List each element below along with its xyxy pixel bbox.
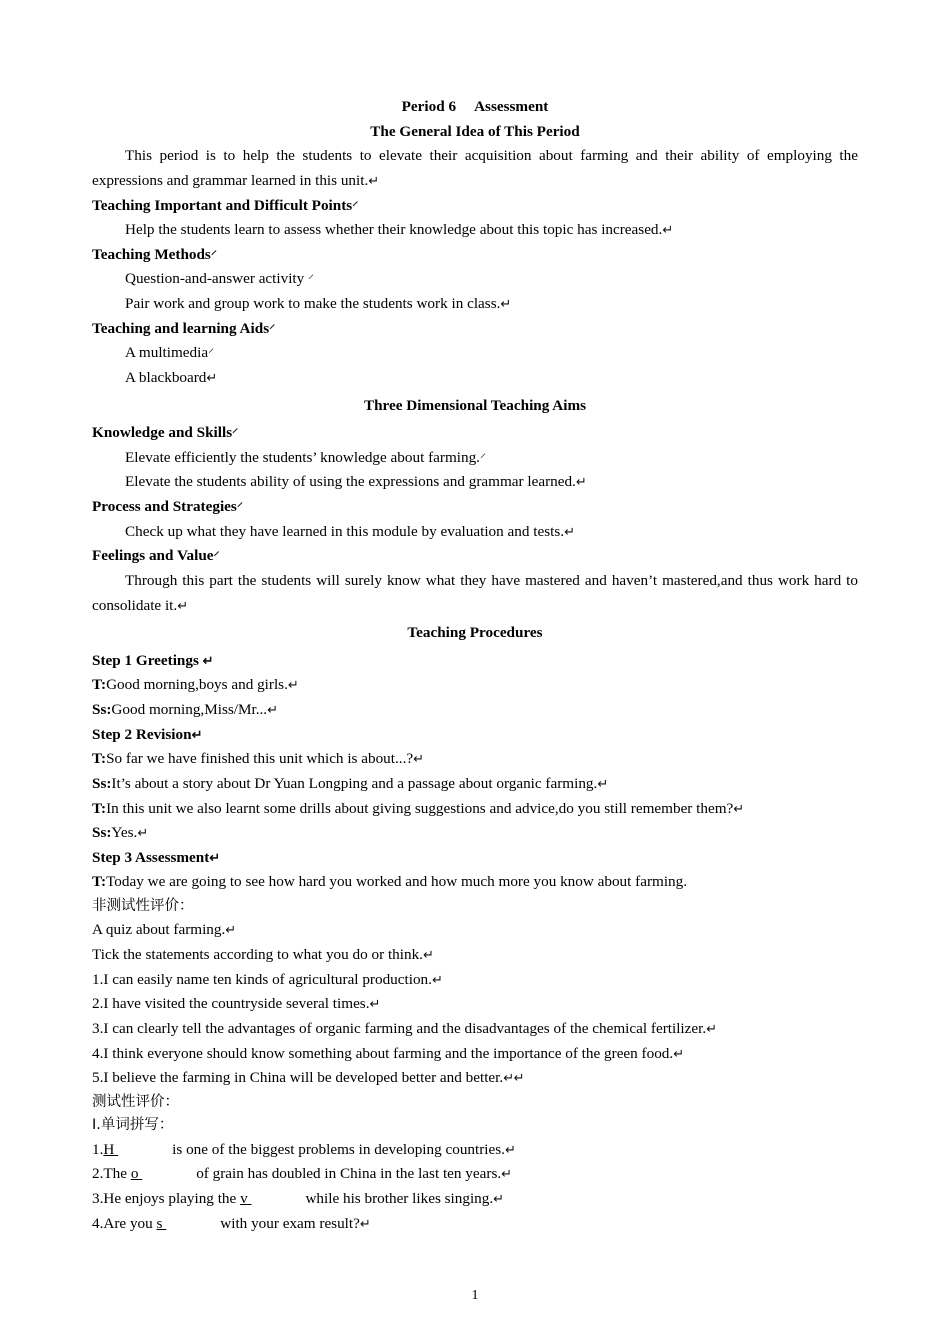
teaching-aids-line-2: A blackboard↵ xyxy=(125,368,217,386)
edit-mark-icon: ↵ xyxy=(287,677,299,693)
nontest-assessment-list xyxy=(92,918,858,1090)
edit-mark-icon: ↵ xyxy=(597,775,608,791)
teaching-aids-line-1: A multimedia⸍ xyxy=(125,344,215,362)
edit-mark-icon: ⸍ xyxy=(232,426,239,441)
edit-mark-icon: ↵ xyxy=(504,1141,516,1157)
page-title-period: Period 6 xyxy=(401,98,457,115)
list-item: Tick the statements according to what you do or think.↵ xyxy=(92,946,434,964)
edit-mark-icon: ⸍ xyxy=(210,247,217,262)
heading-knowledge-skills: Knowledge and Skills⸍ xyxy=(92,424,239,442)
answer-blank xyxy=(162,1212,216,1237)
heading-process-strategies: Process and Strategies⸍ xyxy=(92,498,243,515)
edit-mark-icon: ↵ xyxy=(202,652,214,668)
answer-blank xyxy=(114,1138,168,1163)
list-item: A quiz about farming.↵ xyxy=(92,921,236,939)
feelings-value-paragraph: Through this part the students will surely know what they have mastered and haven’t mastered,and thus work hard to consolidate it.↵ xyxy=(92,571,858,614)
edit-mark-icon: ↵ xyxy=(225,922,236,938)
edit-mark-icon: ↵ xyxy=(493,1191,504,1207)
edit-mark-icon: ↵ xyxy=(368,172,379,188)
edit-mark-icon: ↵ xyxy=(206,369,217,385)
edit-mark-icon: ↵ xyxy=(706,1020,717,1036)
edit-mark-icon: ↵ xyxy=(191,726,202,742)
heading-teaching-methods: Teaching Methods⸍ xyxy=(92,245,217,263)
page-subtitle: The General Idea of This Period xyxy=(370,122,580,140)
list-item: 4.I think everyone should know something about farming and the importance of the green food.↵ xyxy=(92,1044,684,1062)
test-assessment-title: 测试性评价： xyxy=(92,1093,179,1110)
heading-teaching-points: Teaching Important and Difficult Points⸍ xyxy=(92,196,359,214)
edit-mark-icon: ↵ xyxy=(662,222,673,238)
intro-paragraph: This period is to help the students to elevate their acquisition about farming and their ability of employing the expressions and grammar learned in this unit.↵ xyxy=(92,147,858,189)
edit-mark-icon: ↵ xyxy=(501,1166,512,1182)
dialogue-line: T:Good morning,boys and girls.↵ xyxy=(92,676,299,694)
list-item: 5.I believe the farming in China will be developed better and better.↵↵ xyxy=(92,1069,524,1087)
list-item: 2.The o of grain has doubled in China in the last ten years.↵ xyxy=(92,1162,858,1187)
edit-mark-icon: ⸍ xyxy=(269,321,276,336)
dialogue-line: T:Today we are going to see how hard you worked and how much more you know about farming. xyxy=(92,873,688,891)
test-section-1-title: Ⅰ.单词拼写： xyxy=(92,1117,174,1134)
edit-mark-icon: ↵ xyxy=(137,825,148,841)
dialogue-line: T:In this unit we also learnt some drills about giving suggestions and advice,do you still remember them?↵ xyxy=(92,799,744,817)
knowledge-skills-line-2: Elevate the students ability of using the expressions and grammar learned.↵ xyxy=(125,473,587,491)
list-item: 3.He enjoys playing the v while his brother likes singing.↵ xyxy=(92,1187,858,1212)
answer-letter: s xyxy=(156,1214,163,1232)
answer-blank xyxy=(138,1162,192,1187)
list-item: 3.I can clearly tell the advantages of organic farming and the disadvantages of the chemical fertilizer.↵ xyxy=(92,1019,717,1037)
list-item: 2.I have visited the countryside several times.↵ xyxy=(92,995,380,1013)
process-strategies-line-1: Check up what they have learned in this module by evaluation and tests.↵ xyxy=(125,522,575,540)
edit-mark-icon: ⸍ xyxy=(479,450,486,465)
edit-mark-icon: ↵ xyxy=(500,296,511,311)
heading-feelings-value: Feelings and Value⸍ xyxy=(92,547,220,565)
edit-mark-icon: ⸍ xyxy=(308,272,315,287)
edit-mark-icon: ↵ xyxy=(733,800,744,816)
answer-letter: H xyxy=(103,1140,115,1158)
answer-blank xyxy=(248,1187,302,1212)
teaching-methods-line-2: Pair work and group work to make the students work in class.↵ xyxy=(125,295,511,312)
page-title xyxy=(92,95,858,120)
heading-three-dimensional-aims: Three Dimensional Teaching Aims xyxy=(363,396,587,414)
edit-mark-icon: ↵ xyxy=(413,751,424,767)
knowledge-skills-line-1: Elevate efficiently the students’ knowledge about farming.⸍ xyxy=(125,448,486,466)
spelling-items-list xyxy=(92,1138,858,1237)
edit-mark-icon: ⸍ xyxy=(352,198,359,213)
edit-mark-icon: ⸍ xyxy=(208,346,215,361)
teaching-points-line: Help the students learn to assess whether their knowledge about this topic has increased.↵ xyxy=(125,221,673,239)
edit-mark-icon: ↵ xyxy=(267,702,278,717)
answer-letter: o xyxy=(130,1165,139,1183)
page-number: 1 xyxy=(471,1288,479,1303)
teaching-procedures-list xyxy=(92,649,858,895)
edit-mark-icon: ⸍ xyxy=(213,549,220,564)
heading-teaching-aids: Teaching and learning Aids⸍ xyxy=(92,319,276,337)
edit-mark-icon: ↵ xyxy=(431,971,443,987)
edit-mark-icon: ↵ xyxy=(673,1045,684,1061)
teaching-methods-line-1: Question-and-answer activity ⸍ xyxy=(125,270,315,288)
dialogue-line: Ss:Yes.↵ xyxy=(92,824,148,842)
dialogue-line: Ss:It’s about a story about Dr Yuan Longping and a passage about organic farming.↵ xyxy=(92,774,608,792)
step-1-greetings: Step 1 Greetings ↵ xyxy=(92,651,214,669)
edit-mark-icon: ↵ xyxy=(359,1215,371,1231)
edit-mark-icon: ↵↵ xyxy=(503,1070,524,1086)
edit-mark-icon: ↵ xyxy=(369,996,380,1012)
edit-mark-icon: ↵ xyxy=(209,849,220,865)
dialogue-line: T:So far we have finished this unit which is about...?↵ xyxy=(92,750,424,768)
nontest-assessment-title: 非测试性评价： xyxy=(92,898,194,914)
heading-teaching-procedures: Teaching Procedures xyxy=(407,624,543,642)
document-body xyxy=(92,95,858,1236)
list-item: 1.H is one of the biggest problems in developing countries.↵ xyxy=(92,1138,858,1163)
edit-mark-icon: ↵ xyxy=(422,947,434,963)
list-item: 1.I can easily name ten kinds of agricultural production.↵ xyxy=(92,970,443,988)
edit-mark-icon: ↵ xyxy=(177,597,188,613)
page-title-assessment: Assessment xyxy=(474,98,549,115)
step-3-assessment: Step 3 Assessment↵ xyxy=(92,848,220,866)
list-item: 4.Are you s with your exam result?↵ xyxy=(92,1212,858,1237)
step-2-revision: Step 2 Revision↵ xyxy=(92,725,202,743)
edit-mark-icon: ↵ xyxy=(564,523,575,539)
edit-mark-icon: ⸍ xyxy=(236,500,243,514)
answer-letter: v xyxy=(240,1190,248,1208)
edit-mark-icon: ↵ xyxy=(575,474,587,490)
dialogue-line: Ss:Good morning,Miss/Mr...↵ xyxy=(92,701,278,718)
